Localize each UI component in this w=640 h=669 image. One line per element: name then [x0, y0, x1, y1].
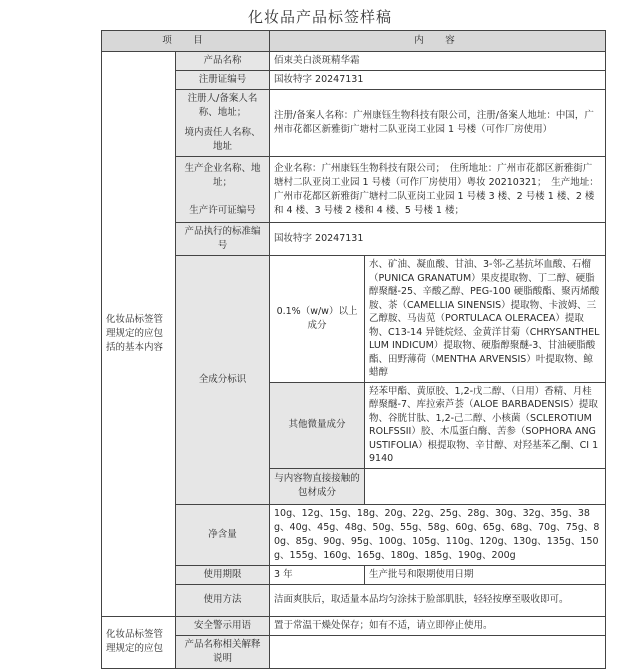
net-content-label: 净含量: [176, 504, 270, 565]
header-row: [102, 31, 606, 52]
standard-value: 国妆特字 20247131: [270, 223, 606, 256]
row-standard: [102, 223, 606, 256]
shelf-life-value: 3 年: [270, 565, 365, 584]
shelf-life-label: 使用期限: [176, 565, 270, 584]
reg-no-label: 注册证编号: [176, 71, 270, 90]
registrant-value: 注册/备案人名称：广州康钰生物科技有限公司，注册/备案人地址：中国，广州市花都区新雅街广塘村二队亚岗工业园 1 号楼（可作厂房使用）: [270, 90, 606, 157]
trace-value: 羟苯甲酯、黄原胶、1,2-戊二醇、（日用）香精、月桂醇聚醚-7、库拉索芦荟（ALOE BARBADENSIS）提取物、谷胱甘肽、1,2-己二醇、小核菌（SCLEROTIUM ROLFSSII）胶、木瓜蛋白酶、苦参（SOPHORA ANGUSTIFOLIA）根提取物、辛甘醇、对羟基苯乙酮、CI 19140: [365, 382, 606, 468]
row-warnings: [102, 616, 606, 635]
shelf-life-note: 生产批号和限期使用日期: [365, 565, 606, 584]
manufacturer-label-line1: 生产企业名称、地址；: [184, 162, 261, 188]
row-ingredients-over: [102, 256, 606, 383]
contact-label: 与内容物直接接触的包材成分: [270, 468, 365, 504]
ingredients-label: 全成分标识: [176, 256, 270, 505]
header-item: 项 目: [102, 31, 270, 52]
label-table: [101, 30, 606, 669]
registrant-label: [176, 90, 270, 157]
reg-no-value: 国妆特字 20247131: [270, 71, 606, 90]
section-label: 化妆品标签管理规定的应包括的基本内容: [102, 52, 176, 617]
row-manufacturer: [102, 157, 606, 223]
row-reg-no: [102, 71, 606, 90]
warnings-value: 置于常温干燥处保存；如有不适，请立即停止使用。: [270, 616, 606, 635]
trace-label: 其他微量成分: [270, 382, 365, 468]
standard-label: 产品执行的标准编号: [176, 223, 270, 256]
product-name-label: 产品名称: [176, 52, 270, 71]
row-product-name: [102, 52, 606, 71]
warnings-label: 安全警示用语: [176, 616, 270, 635]
row-registrant: [102, 90, 606, 157]
over-threshold-label: 0.1%（w/w）以上成分: [270, 256, 365, 383]
usage-value: 洁面爽肤后，取适量本品均匀涂抹于脸部肌肤，轻轻按摩至吸收即可。: [270, 584, 606, 616]
contact-value: [365, 468, 606, 504]
manufacturer-value: 企业名称：广州康钰生物科技有限公司； 住所地址：广州市花都区新雅街广塘村二队亚岗工业园 1 号楼（可作厂房使用）粤妆 20210321； 生产地址： 广州市花都区新雅街广塘村二队亚岗工业园 1 号楼 3 楼、2 号楼 1 楼、2 楼和 4 楼、3 号楼 2 楼和 4 楼、5 号楼 1 楼；: [270, 157, 606, 223]
row-shelf-life: [102, 565, 606, 584]
over-threshold-value: 水、矿油、凝血酸、甘油、3-邻-乙基抗坏血酸、石榴（PUNICA GRANATUM）果皮提取物、丁二醇、硬脂醇聚醚-25、辛酸乙醇、PEG-100 硬脂酸酯、聚丙烯酸胺、茶（CAMELLIA SINENSIS）提取物、卡波姆、三乙醇胺、马齿苋（PORTULACA OLERACEA）提取物、C13-14 异链烷烃、金黄洋甘菊（CHRYSANTHELLUM INDICUM）提取物、硬脂醇聚醚-3、甘油硬脂酸酯、田野薄荷（MENTHA ARVENSIS）叶提取物、鲸蜡醇: [365, 256, 606, 383]
registrant-label-line2: 境内责任人名称、地址: [184, 127, 261, 152]
header-content: 内 容: [270, 31, 606, 52]
row-usage: [102, 584, 606, 616]
manufacturer-label: [176, 157, 270, 223]
product-name-value: 佰束美白淡斑精华霜: [270, 52, 606, 71]
manufacturer-label-line2: 生产许可证编号: [189, 204, 256, 216]
section2-label: 化妆品标签管理规定的应包: [102, 616, 176, 668]
registrant-label-line1: 注册人/备案人名称、地址；: [187, 93, 258, 118]
net-content-value: 10g、12g、15g、18g、20g、22g、25g、28g、30g、32g、35g、38g、40g、45g、48g、50g、55g、58g、60g、65g、68g、70g、75g、80g、85g、90g、95g、100g、105g、110g、120g、130g、135g、150g、155g、160g、165g、180g、185g、190g、200g: [270, 504, 606, 565]
explanation-label: 产品名称相关解释说明: [176, 635, 270, 668]
usage-label: 使用方法: [176, 584, 270, 616]
row-net-content: [102, 504, 606, 565]
document-title: 化妆品产品标签样稿: [247, 8, 392, 26]
